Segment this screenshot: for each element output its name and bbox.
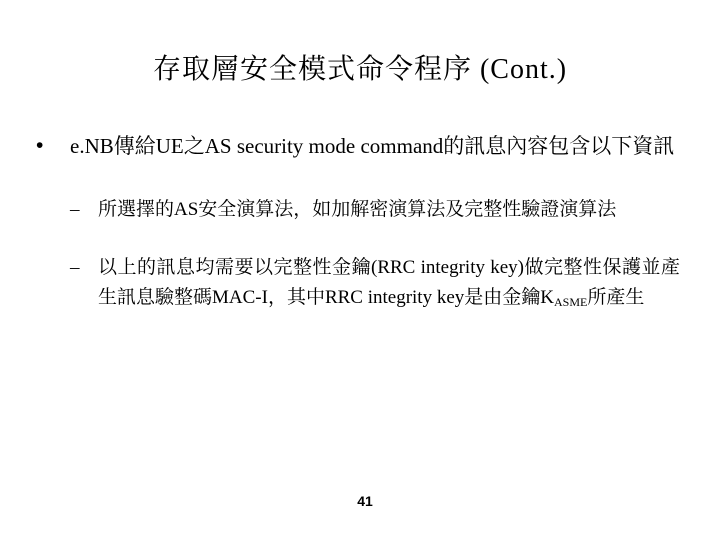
sub-bullet-text: 所選擇的AS安全演算法，如加解密演算法及完整性驗證演算法 — [98, 199, 617, 220]
sub-bullet-marker: – — [70, 257, 80, 278]
sub-bullet-integrity — [70, 253, 680, 317]
sub-bullet-marker: – — [70, 199, 80, 220]
sub-bullet-text-tail: 所產生 — [587, 287, 645, 308]
sub-bullet-text — [98, 253, 680, 317]
key-subscript: ASME — [554, 295, 588, 309]
bullet-marker: • — [36, 134, 44, 157]
page-number: 41 — [357, 493, 373, 509]
main-bullet — [36, 130, 680, 162]
sub-bullet-text-main: 以上的訊息均需要以完整性金鑰(RRC integrity key)做完整性保護並產生訊息驗整碼MAC-I，其中RRC integrity key是由金鑰K — [98, 257, 680, 308]
sub-bullet-algorithms — [70, 195, 680, 225]
slide-title: 存取層安全模式命令程序 (Cont.) — [152, 54, 568, 85]
bullet-text: e.NB傳給UE之AS security mode command的訊息內容包含以下資訊 — [70, 134, 675, 158]
